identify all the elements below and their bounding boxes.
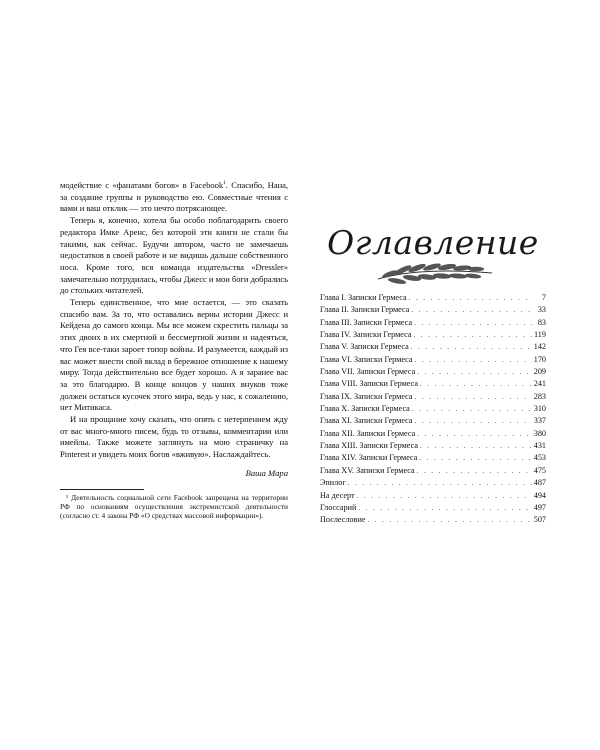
toc-entry-title: Глава II. Записки Гермеса <box>320 305 410 315</box>
toc-leader <box>414 317 532 329</box>
toc-entry-title: Глава IX. Записки Гермеса <box>320 391 413 401</box>
toc-entry-title: Глава V. Записки Гермеса <box>320 342 409 352</box>
toc-entry-page: 487 <box>533 478 546 488</box>
toc-entry-title: Эпилог <box>320 478 346 488</box>
toc-entry[interactable] <box>320 490 546 502</box>
toc-leader <box>415 391 532 403</box>
footnote-divider <box>60 489 144 490</box>
paragraph-1-after: . Спасибо, Нана, за создание группы и руководство ею. Совместные чтения с вами и ваш отклик — это нечто потрясающее. <box>60 180 288 214</box>
toc-entry-title: Глава VII. Записки Гермеса <box>320 367 416 377</box>
paragraph-1-text: модействие с «фанатами богов» в Facebook <box>60 180 224 190</box>
toc-entry-title: Глава XII. Записки Гермеса <box>320 428 416 438</box>
toc-entry-page: 380 <box>533 428 546 438</box>
paragraph-4: И на прощание хочу сказать, что опять с нетерпением жду от вас много-много писем, будь то отзывы, комментарии или имейлы. Также можете заглянуть на мою страничку на Pinterest и увидеть моих богов «вживую». Наслаждайтесь. <box>60 414 288 460</box>
toc-leader <box>417 428 531 440</box>
toc-leader <box>412 403 532 415</box>
toc-entry-title: Глава IV. Записки Гермеса <box>320 330 412 340</box>
toc-entry[interactable] <box>320 428 546 440</box>
toc-entry[interactable] <box>320 304 546 316</box>
toc-leader <box>358 502 531 514</box>
toc-entry-page: 475 <box>533 465 546 475</box>
toc-leader <box>348 477 532 489</box>
toc-leader <box>411 341 532 353</box>
laurel-ornament-icon <box>370 257 500 287</box>
right-page <box>320 217 546 527</box>
toc-leader <box>415 354 532 366</box>
toc-entry-title: Глава XV. Записки Гермеса <box>320 465 415 475</box>
toc-entry-page: 7 <box>541 293 546 302</box>
toc-entry[interactable] <box>320 391 546 403</box>
paragraph-1 <box>60 180 288 215</box>
toc-entry[interactable] <box>320 292 546 304</box>
paragraph-2: Теперь я, конечно, хотела бы особо поблагодарить своего редактора Имке Аренс, без которой эти книги не стали бы такими, как сейчас. Будучи автором, часто не замечаешь недостатков в своей работе и не видишь дальше собственного носа. Кроме того, вся команда издательства «Dressler» замечательно потрудилась, чтобы Джесс и мои боги добрались до стольких читателей. <box>60 215 288 296</box>
toc-entry-title: Глава X. Записки Гермеса <box>320 404 410 414</box>
toc-entry-page: 431 <box>533 441 546 451</box>
toc-leader <box>417 366 531 378</box>
signature: Ваша Мара <box>245 467 288 478</box>
toc-entry-title: Глоссарий <box>320 502 357 512</box>
toc-entry-page: 83 <box>537 317 546 327</box>
toc-entry-title: Глава XIV. Записки Гермеса <box>320 453 418 463</box>
toc-header <box>320 217 546 287</box>
toc-entry[interactable] <box>320 378 546 390</box>
toc-entry-page: 241 <box>533 379 546 389</box>
toc-entry[interactable] <box>320 415 546 427</box>
toc-leader <box>420 378 532 390</box>
toc-entry-page: 170 <box>533 354 546 364</box>
toc-entry-page: 453 <box>533 453 546 463</box>
toc-entry-title: Глава III. Записки Гермеса <box>320 317 413 327</box>
toc-entry[interactable] <box>320 440 546 452</box>
left-page <box>60 180 288 521</box>
toc-title: Оглавление <box>327 223 539 262</box>
toc-entry[interactable] <box>320 502 546 514</box>
footnote: ¹ Деятельность социальной сети Facebook запрещена на территории РФ по основаниям осуществления экстремистской деятельности (согласно ст. 4 закона РФ «О средствах массовой информации»). <box>60 492 288 521</box>
toc-list <box>320 292 546 527</box>
toc-entry[interactable] <box>320 366 546 378</box>
toc-entry-page: 142 <box>533 342 546 352</box>
toc-leader <box>417 465 532 477</box>
toc-entry[interactable] <box>320 465 546 477</box>
toc-entry-page: 310 <box>533 404 546 414</box>
toc-entry[interactable] <box>320 477 546 489</box>
toc-leader <box>419 452 531 464</box>
toc-leader <box>413 329 532 341</box>
toc-entry-title: Глава VI. Записки Гермеса <box>320 354 413 364</box>
toc-entry-title: Послесловие <box>320 515 366 525</box>
toc-entry-page: 337 <box>533 416 546 426</box>
toc-entry[interactable] <box>320 452 546 464</box>
toc-entry-page: 507 <box>533 515 546 525</box>
footnote-ref[interactable]: 1 <box>223 180 226 187</box>
toc-entry-title: Глава XIII. Записки Гермеса <box>320 441 418 451</box>
toc-entry[interactable] <box>320 341 546 353</box>
toc-entry-page: 494 <box>533 490 546 500</box>
toc-entry[interactable] <box>320 403 546 415</box>
toc-leader <box>411 304 532 316</box>
toc-entry-title: На десерт <box>320 490 355 500</box>
toc-entry[interactable] <box>320 317 546 329</box>
toc-leader <box>409 292 532 304</box>
toc-entry-title: Глава XI. Записки Гермеса <box>320 416 413 426</box>
toc-leader <box>357 490 532 502</box>
toc-entry-page: 119 <box>534 330 546 340</box>
toc-entry[interactable] <box>320 354 546 366</box>
paragraph-3: Теперь единственное, что мне остается, — это сказать спасибо вам. За то, что оставались верны истории Джесс и Кейдена до самого конца. Мы все можем скрестить пальцы за этих двоих в их смертной и бессмертной жизни и надеяться, что Гея все-таки зароет топор войны. И разумеется, каждый из вас может внести свой вклад в бережное отношение к нашему миру. Тогда действительно все будет хорошо. А я заранее вас за это благодарю. В конце концов у наших внуков тоже должен остаться кусочек этого мира, ведь у нас, к сожалению, нет Митикаса. <box>60 297 288 413</box>
toc-entry-title: Глава VIII. Записки Гермеса <box>320 379 418 389</box>
toc-entry[interactable] <box>320 329 546 341</box>
toc-entry-page: 33 <box>537 305 546 315</box>
toc-leader <box>420 440 532 452</box>
toc-leader <box>415 415 532 427</box>
toc-entry-title: Глава I. Записки Гермеса <box>320 293 407 302</box>
toc-leader <box>367 514 531 526</box>
toc-entry-page: 209 <box>533 367 546 377</box>
toc-entry[interactable] <box>320 514 546 526</box>
toc-entry-page: 497 <box>533 502 546 512</box>
toc-entry-page: 283 <box>533 391 546 401</box>
